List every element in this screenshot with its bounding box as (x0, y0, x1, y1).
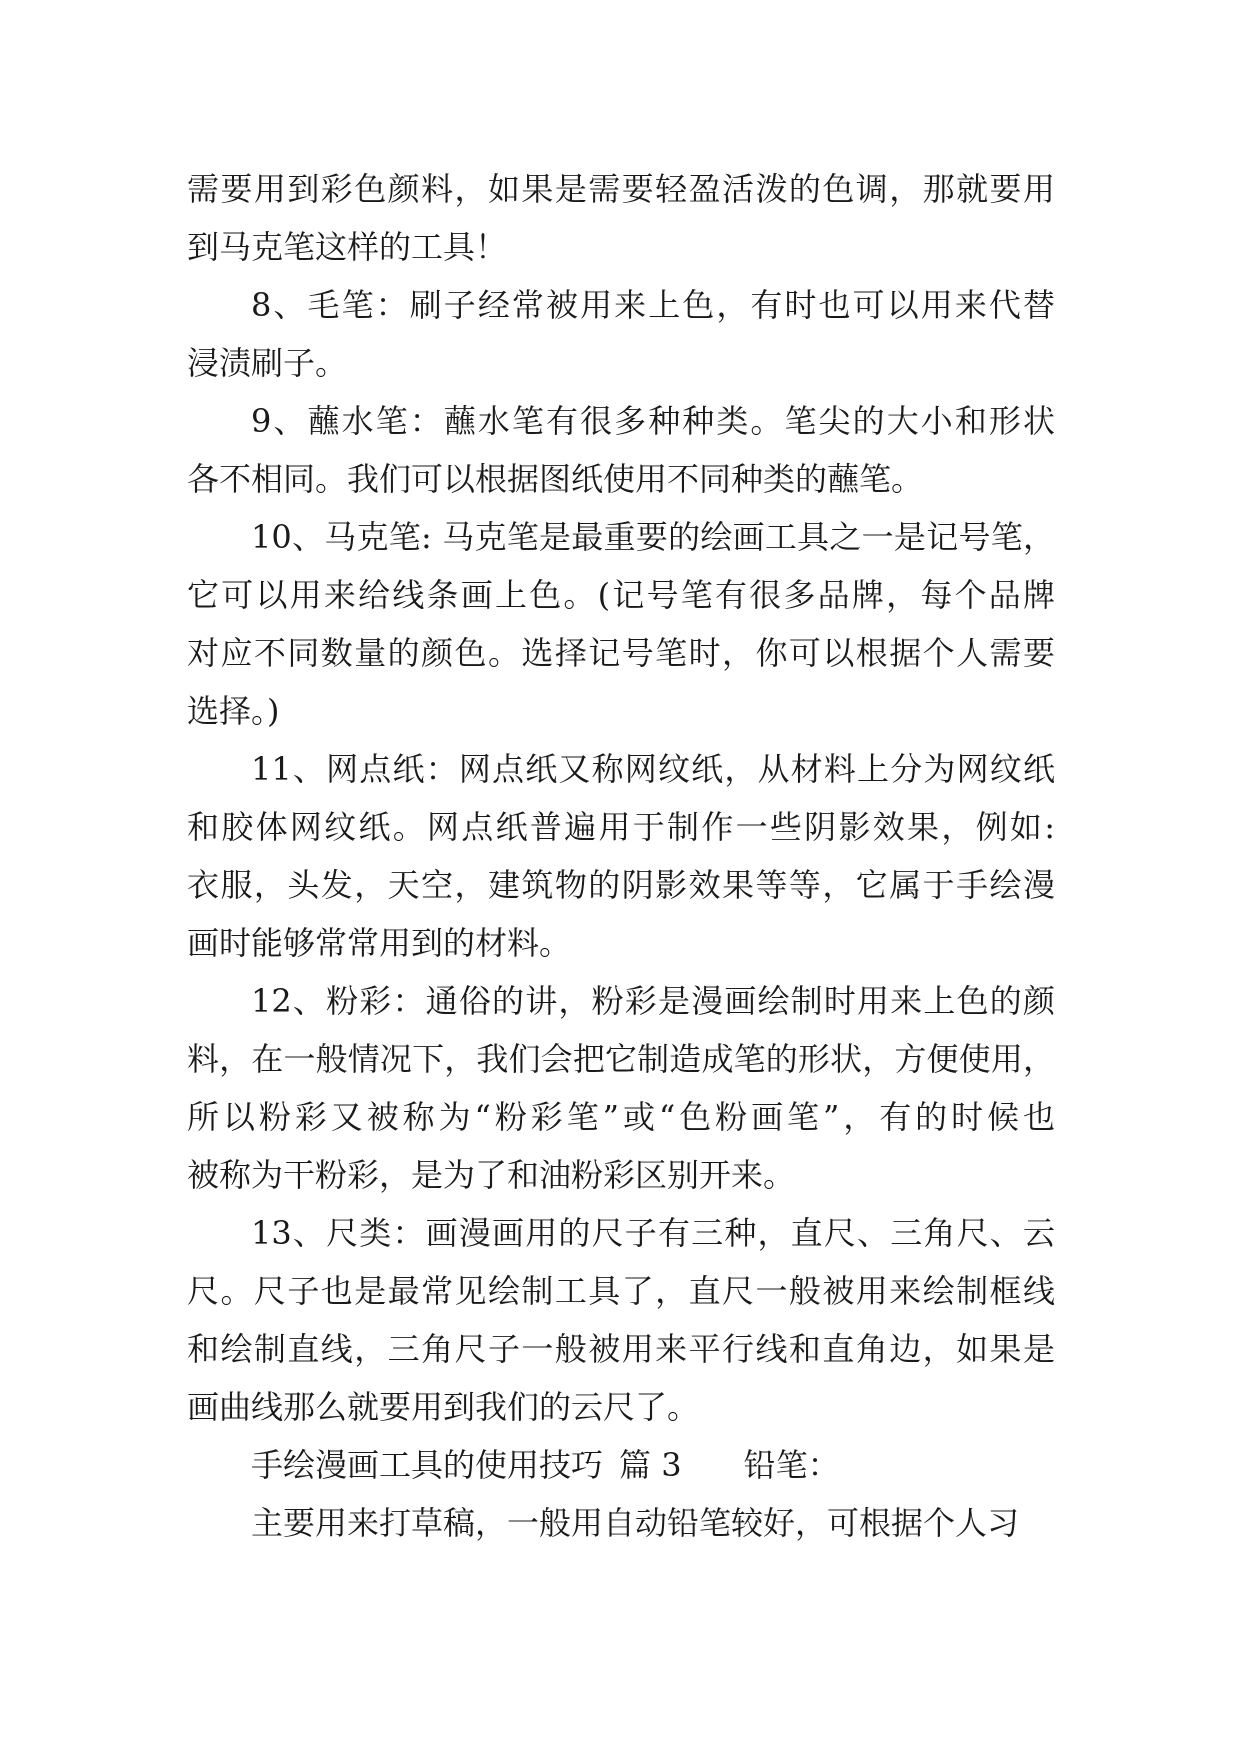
paragraph-line: 被称为干粉彩，是为了和油粉彩区别开来。 (187, 1156, 796, 1194)
paragraph-line: 选择。) (187, 692, 280, 730)
paragraph-line: 9、蘸水笔：蘸水笔有很多种种类。笔尖的大小和形状 (251, 402, 1055, 440)
section-heading (187, 1436, 1055, 1494)
document-body (187, 160, 1055, 1552)
paragraph-line: 需要用到彩色颜料，如果是需要轻盈活泼的色调，那就要用 (187, 170, 1055, 208)
paragraph-line: 尺。尺子也是最常见绘制工具了，直尺一般被用来绘制框线 (187, 1272, 1055, 1310)
paragraph-line: 各不相同。我们可以根据图纸使用不同种类的蘸笔。 (187, 460, 924, 498)
paragraph-line: 和绘制直线，三角尺子一般被用来平行线和直角边，如果是 (187, 1330, 1055, 1368)
paragraph-line: 10、马克笔: 马克笔是最重要的绘画工具之一是记号笔， (251, 518, 1055, 556)
paragraph-line: 8、毛笔：刷子经常被用来上色，有时也可以用来代替 (251, 286, 1055, 324)
paragraph-line: 12、粉彩：通俗的讲，粉彩是漫画绘制时用来上色的颜 (251, 982, 1055, 1020)
paragraph-line: 料，在一般情况下，我们会把它制造成笔的形状，方便使用， (187, 1040, 1055, 1078)
paragraph-line: 和胶体网纹纸。网点纸普遍用于制作一些阴影效果，例如: (187, 808, 1055, 846)
paragraph-line: 画曲线那么就要用到我们的云尺了。 (187, 1388, 700, 1426)
paragraph-line: 所以粉彩又被称为“粉彩笔”或“色粉画笔”，有的时候也 (187, 1098, 1055, 1136)
section-part: 篇 3 (619, 1446, 682, 1484)
paragraph-line: 衣服，头发，天空，建筑物的阴影效果等等，它属于手绘漫 (187, 866, 1055, 904)
paragraph-line: 浸渍刷子。 (187, 344, 348, 382)
paragraph-line: 11、网点纸：网点纸又称网纹纸，从材料上分为网纹纸 (251, 750, 1055, 788)
paragraph-line: 画时能够常常用到的材料。 (187, 924, 572, 962)
section-subtitle: 铅笔： (743, 1446, 840, 1484)
paragraph-line: 主要用来打草稿，一般用自动铅笔较好，可根据个人习 (251, 1504, 1020, 1542)
paragraph-line: 13、尺类：画漫画用的尺子有三种，直尺、三角尺、云 (251, 1214, 1055, 1252)
paragraph-line: 到马克笔这样的工具！ (187, 228, 508, 266)
paragraph-line: 对应不同数量的颜色。选择记号笔时，你可以根据个人需要 (187, 634, 1055, 672)
section-title: 手绘漫画工具的使用技巧 (251, 1446, 604, 1484)
paragraph-line: 它可以用来给线条画上色。(记号笔有很多品牌，每个品牌 (187, 576, 1055, 614)
